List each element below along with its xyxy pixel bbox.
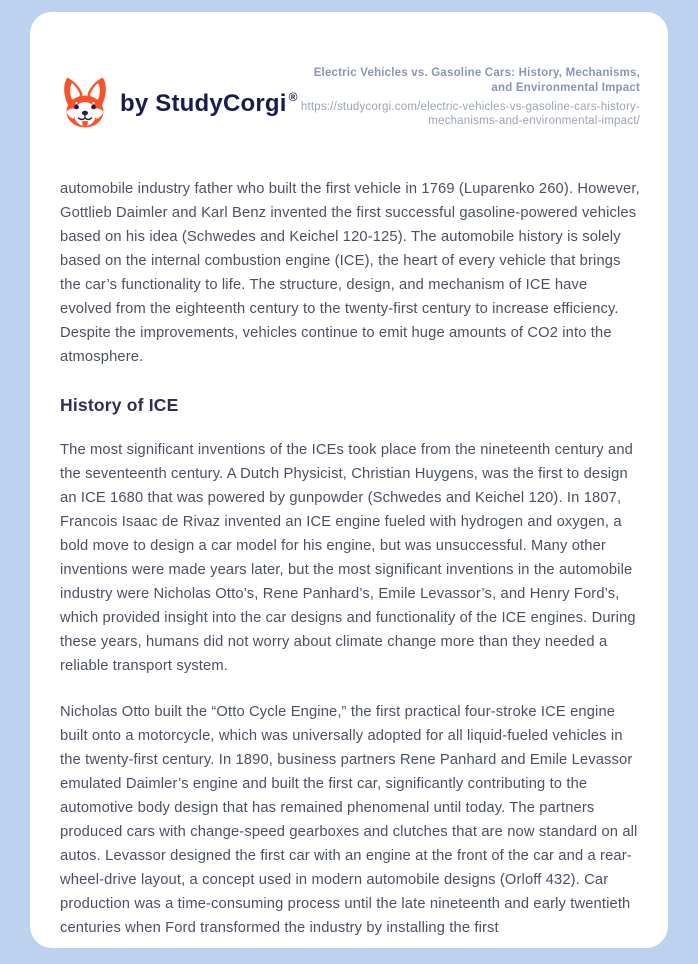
brand-text: by StudyCorgi xyxy=(120,89,287,117)
brand xyxy=(60,76,298,131)
document-url-link[interactable]: https://studycorgi.com/electric-vehicles-vs-gasoline-cars-history-mechanisms-and-environmental-impact/ xyxy=(300,101,640,127)
corgi-face-icon xyxy=(60,76,110,131)
paragraph-otto-cycle-engine: Nicholas Otto built the “Otto Cycle Engine,” the first practical four-stroke ICE engine built onto a motorcycle, which was universally adopted for all liquid-fueled vehicles in the twenty-first century. In 1890, business partners Rene Panhard and Emile Levassor emulated Daimler’s engine and built the first car, significantly contributing to the automotive body design that has remained phenomenal until today. The partners produced cars with change-speed gearboxes and clutches that are now standard on all autos. Levassor designed the first car with an engine at the front of the car and a rear-wheel-drive layout, a concept used in modern automobile designs (Orloff 432). Car production was a time-consuming process until the late nineteenth and early twentieth centuries when Ford transformed the industry by installing the first xyxy=(60,704,638,936)
section-heading-history-of-ice: History of ICE xyxy=(60,395,179,415)
page-header xyxy=(60,66,640,131)
document-title: Electric Vehicles vs. Gasoline Cars: History, Mechanisms, and Environmental Impact xyxy=(313,67,640,94)
document-page xyxy=(30,12,668,948)
continued-paragraph: automobile industry father who built the first vehicle in 1769 (Luparenko 260). However, Gottlieb Daimler and Karl Benz invented the first successful gasoline-powered vehicles based on his idea (Schwedes and Keichel 120-125). The automobile history is solely based on the internal combustion engine (ICE), the heart of every vehicle that brings the car’s functionality to life. The structure, design, and mechanism of ICE have evolved from the eighteenth century to the twenty-first century to increase efficiency. Despite the improvements, vehicles continue to emit huge amounts of CO2 into the atmosphere. xyxy=(60,181,640,365)
document-meta xyxy=(298,66,640,128)
paragraph-ice-inventions: The most significant inventions of the ICEs took place from the nineteenth century and the seventeenth century. A Dutch Physicist, Christian Huygens, was the first to design an ICE 1680 that was powered by gunpowder (Schwedes and Keichel 120). In 1807, Francois Isaac de Rivaz invented an ICE engine fueled with hydrogen and oxygen, a bold move to design a car model for his engine, but was unsuccessful. Many other inventions were made years later, but the most significant inventions in the automobile industry were Nicholas Otto’s, Rene Panhard’s, Emile Levassor’s, and Henry Ford’s, which provided insight into the car designs and functionality of the ICE engines. During these years, humans did not worry about climate change more than they needed a reliable transport system. xyxy=(60,442,636,674)
brand-name xyxy=(120,90,298,118)
article-body xyxy=(60,177,640,940)
registered-trademark-mark: ® xyxy=(288,89,298,104)
